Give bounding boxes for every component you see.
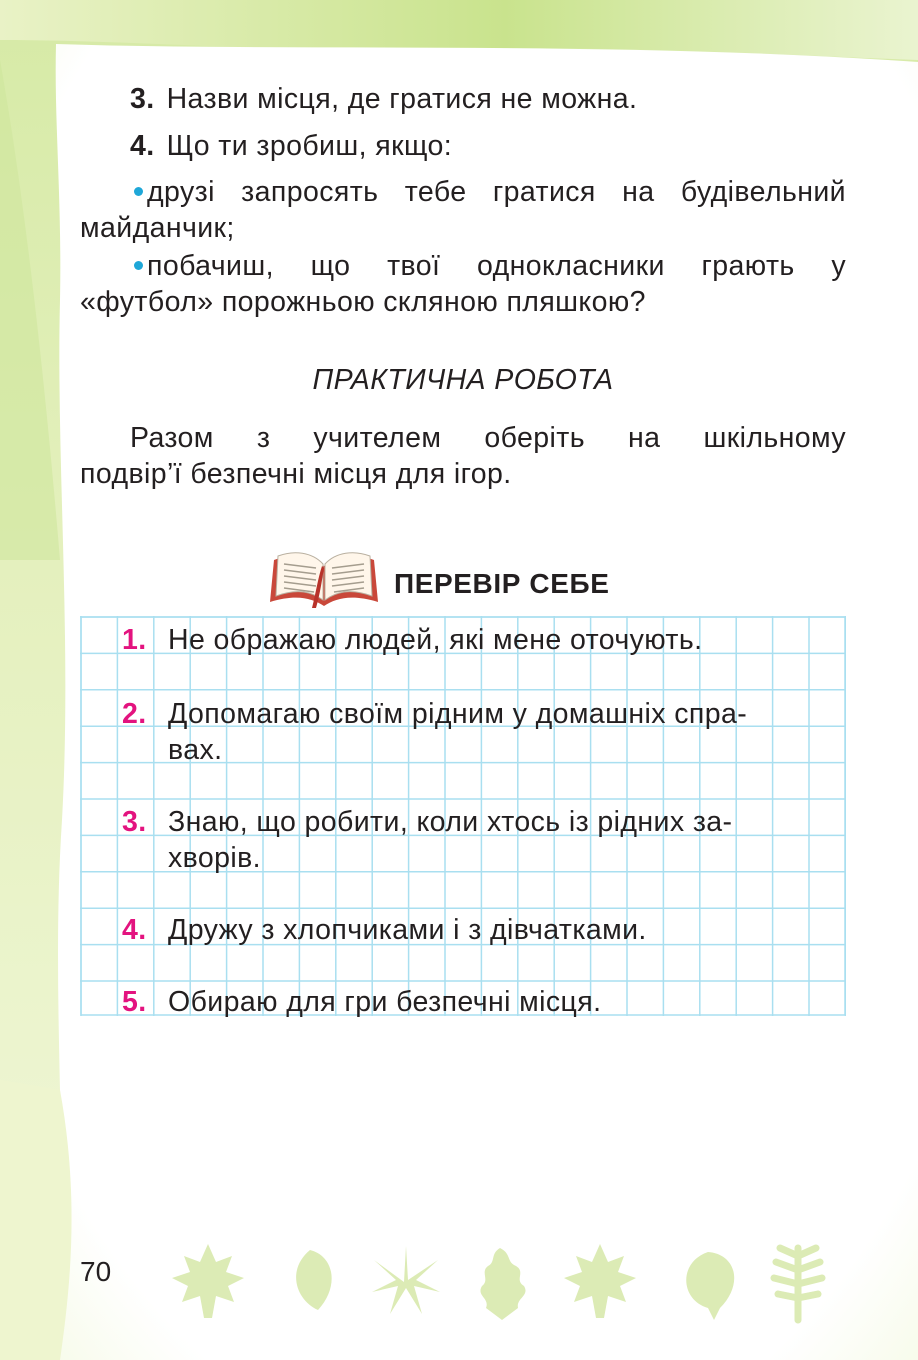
practical-heading: ПРАКТИЧНА РОБОТА	[312, 364, 614, 396]
check-item-text: Не ображаю людей, які мене оточують.	[168, 624, 703, 656]
maple-leaf-icon	[564, 1244, 636, 1318]
check-item-number: 1.	[122, 624, 147, 656]
check-item-number: 5.	[122, 986, 147, 1018]
bullet-2-line-2: «футбол» порожньою скляною пляшкою?	[80, 286, 646, 318]
question-text: Назви місця, де гратися не можна.	[166, 83, 638, 115]
check-item-text: Обираю для гри безпечні місця.	[168, 986, 602, 1018]
bullet-text: друзі запросять тебе гратися на будівельний	[147, 176, 846, 208]
linden-leaf-icon	[686, 1252, 734, 1320]
leaf-decoration-icons	[168, 1240, 858, 1324]
maple-leaf-icon	[172, 1244, 244, 1318]
bullet-icon	[134, 261, 143, 270]
bullet-icon	[134, 187, 143, 196]
bullet-1-line-2: майданчик;	[80, 212, 235, 244]
bullet-text: побачиш, що твої однокласники грають у	[147, 250, 846, 282]
open-book-icon	[266, 544, 382, 610]
bullet-2-line-1	[80, 248, 846, 284]
question-text: Що ти зробиш, якщо:	[166, 130, 453, 162]
check-item-number: 4.	[122, 914, 147, 946]
check-item-1	[122, 622, 846, 658]
ash-leaf-icon	[774, 1248, 822, 1320]
question-3	[80, 81, 896, 117]
check-item-4	[122, 912, 846, 948]
bullet-1-line-1	[80, 174, 846, 210]
practical-line-2: подвір’ї безпечні місця для ігор.	[80, 458, 512, 490]
birch-leaf-icon	[296, 1250, 332, 1320]
check-item-number: 3.	[122, 806, 147, 838]
question-4	[80, 128, 896, 164]
check-item-text-continued: хворів.	[168, 842, 261, 874]
check-item-text: Допомагаю своїм рідним у домашніх спра-	[168, 698, 748, 730]
practical-line-1: Разом з учителем оберіть на шкільному	[130, 422, 846, 454]
check-item-text: Знаю, що робити, коли хтось із рідних за-	[168, 806, 733, 838]
check-item-2	[122, 696, 846, 768]
check-item-number: 2.	[122, 698, 147, 730]
question-number: 3.	[130, 83, 155, 115]
question-number: 4.	[130, 130, 155, 162]
check-yourself-title: ПЕРЕВІР СЕБЕ	[394, 568, 610, 599]
check-item-3	[122, 804, 846, 876]
page-number: 70	[80, 1256, 112, 1287]
oak-leaf-icon	[480, 1248, 525, 1320]
chestnut-leaf-icon	[372, 1246, 440, 1314]
check-item-5	[122, 984, 846, 1020]
check-item-text: Дружу з хлопчиками і з дівчатками.	[168, 914, 647, 946]
check-item-text-continued: вах.	[168, 734, 223, 766]
